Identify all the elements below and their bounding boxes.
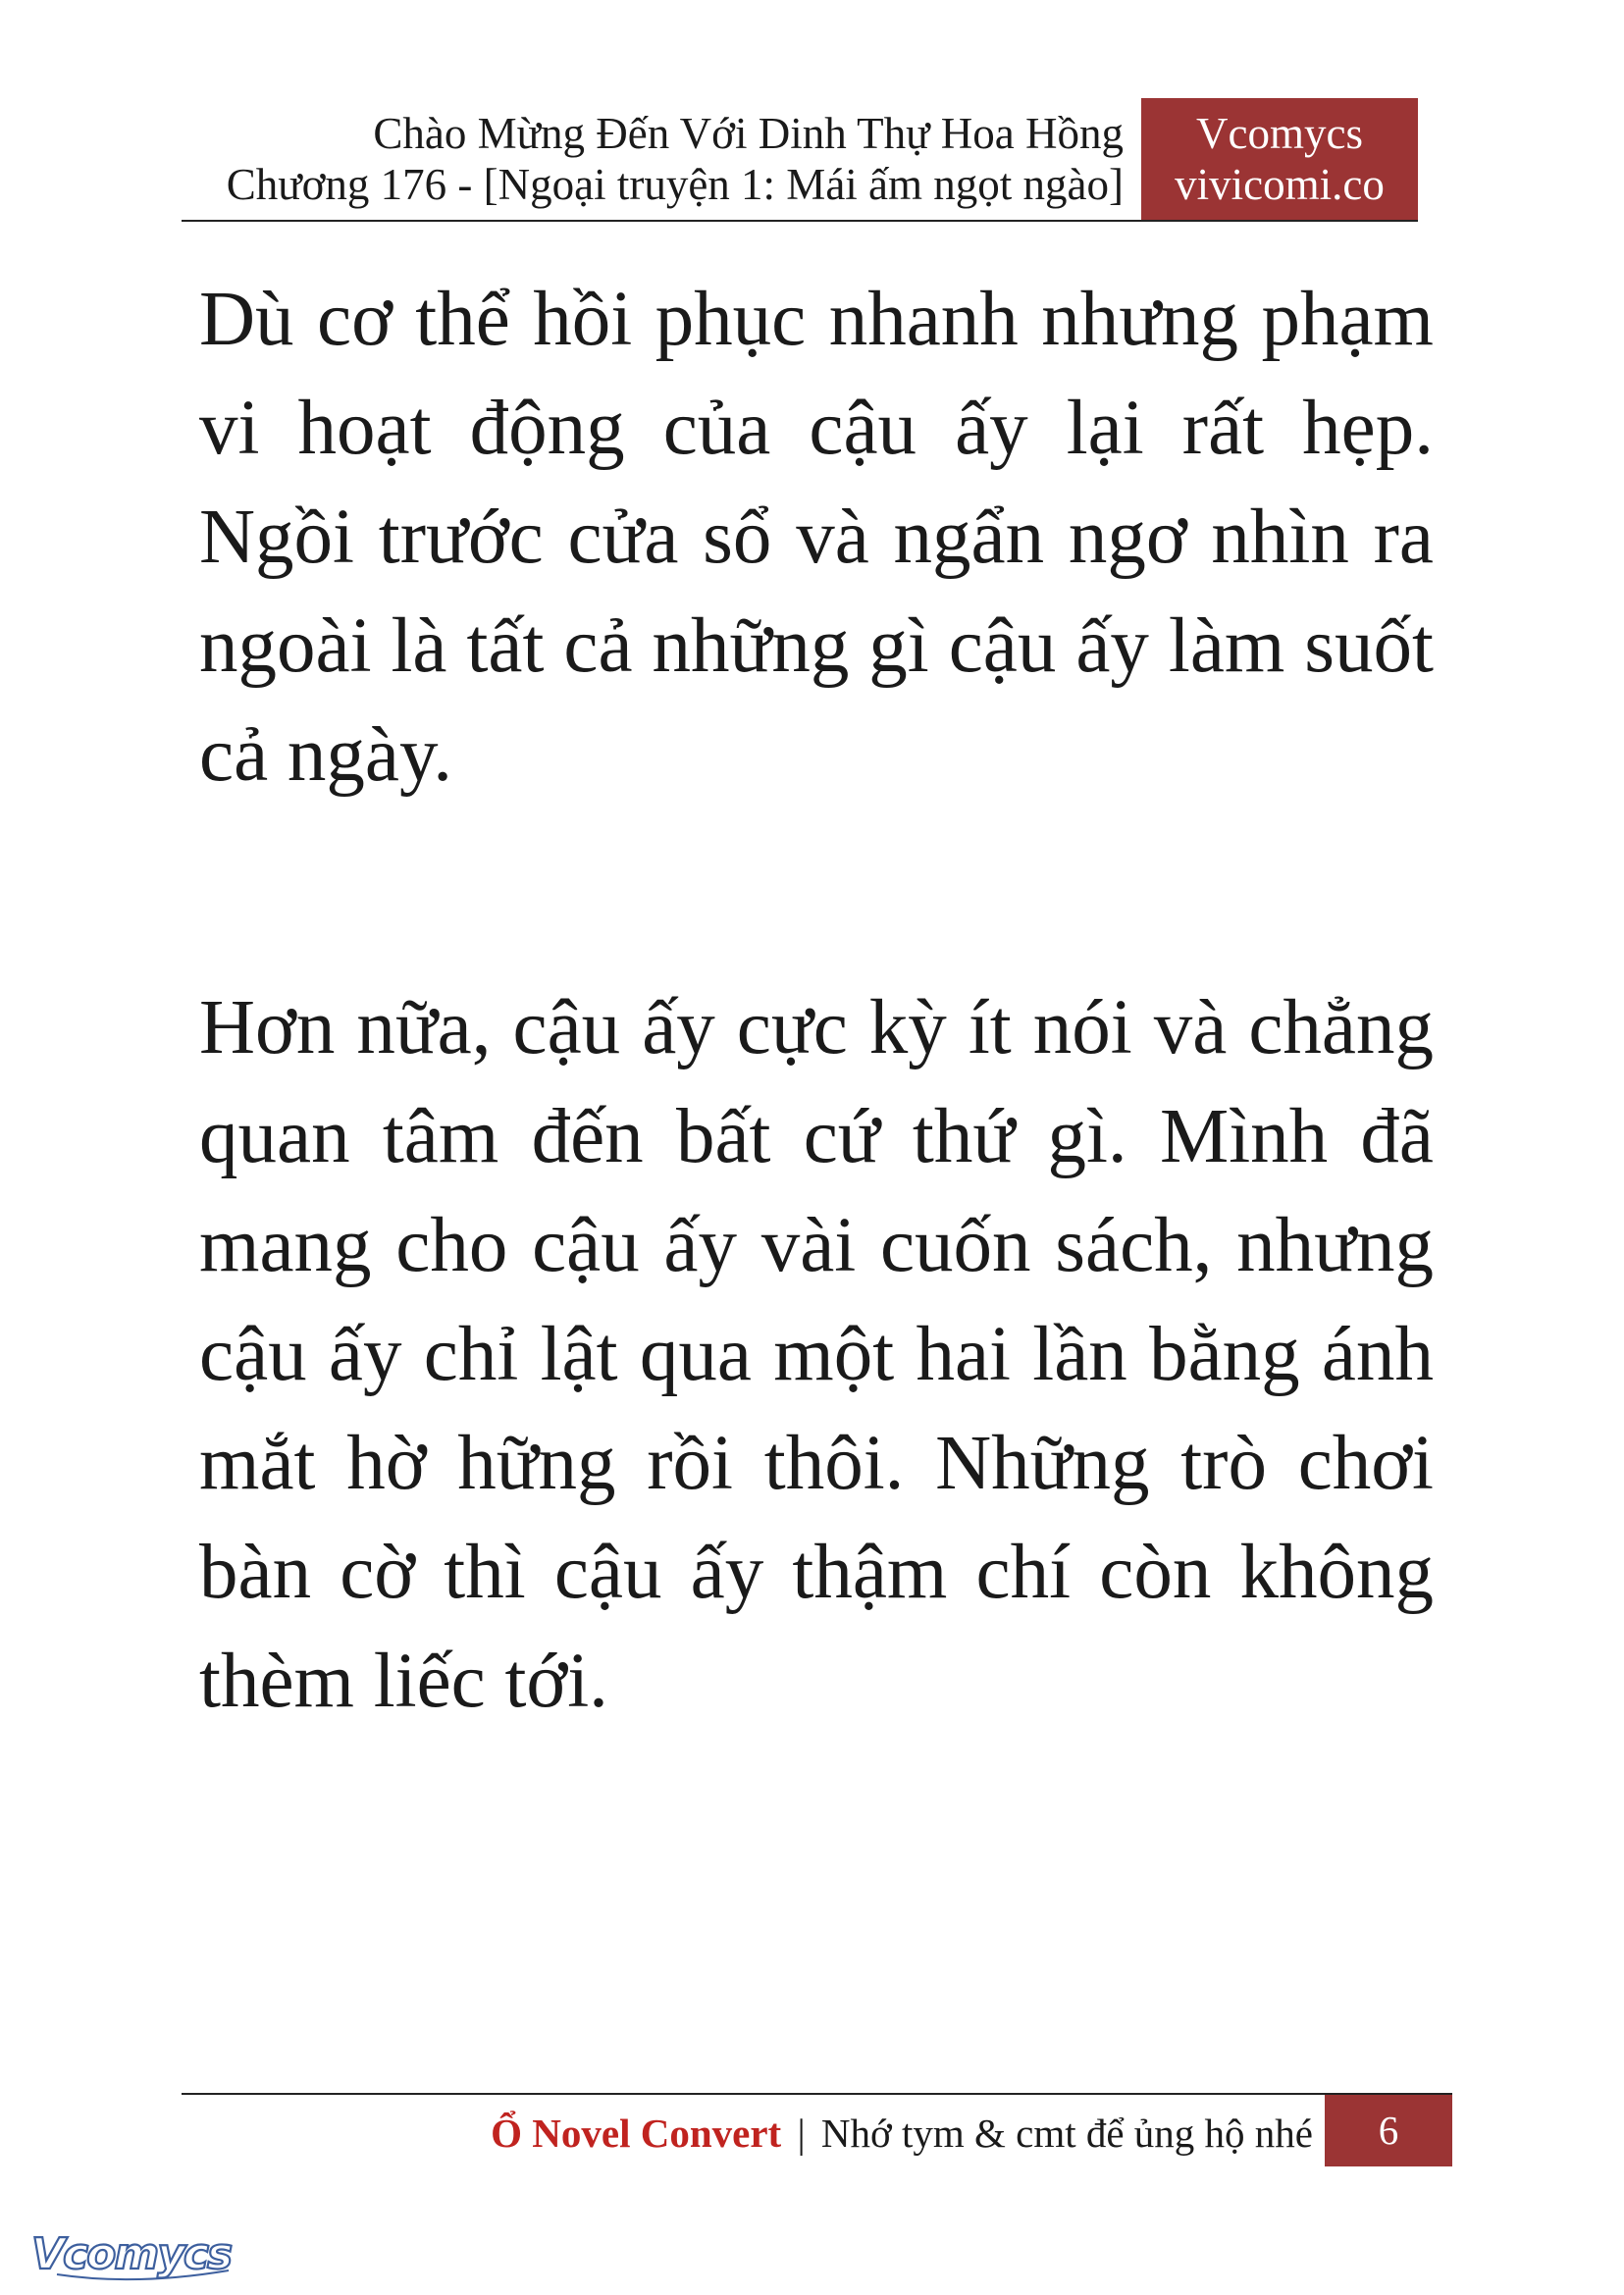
header-brand-block — [1141, 98, 1418, 220]
footer-text — [491, 2109, 1313, 2158]
brand-site: vivicomi.co — [1175, 160, 1385, 209]
brand-name: Vcomycs — [1196, 109, 1363, 158]
footer-note: Nhớ tym & cmt để ủng hộ nhé — [820, 2111, 1313, 2156]
page-number: 6 — [1325, 2095, 1452, 2166]
paragraph: Hơn nữa, cậu ấy cực kỳ ít nói và chẳng quan tâm đến bất cứ thứ gì. Mình đã mang cho cậu ấy vài cuốn sách, nhưng cậu ấy chỉ lật qua một hai lần bằng ánh mắt hờ hững rồi thôi. Những trò chơi bàn cờ thì cậu ấy thậm chí còn không thèm liếc tới. — [199, 985, 1434, 1724]
chapter-content — [199, 265, 1434, 1736]
page-header — [182, 98, 1418, 222]
vcomycs-watermark-logo — [27, 2225, 248, 2284]
chapter-title: Chương 176 - [Ngoại truyện 1: Mái ấm ngọt ngào] — [226, 160, 1124, 209]
header-titles — [227, 108, 1124, 210]
paragraph: Dù cơ thể hồi phục nhanh nhưng phạm vi hoạt động của cậu ấy lại rất hẹp. Ngồi trước cửa sổ và ngẩn ngơ nhìn ra ngoài là tất cả những gì cậu ấy làm suốt cả ngày. — [199, 277, 1434, 798]
footer-separator: | — [797, 2111, 806, 2156]
page-footer — [182, 2093, 1452, 2168]
book-title: Chào Mừng Đến Với Dinh Thự Hoa Hồng — [373, 109, 1124, 158]
watermark-text: Vcomycs — [31, 2229, 232, 2279]
footer-brand: Ổ Novel Convert — [491, 2111, 782, 2156]
